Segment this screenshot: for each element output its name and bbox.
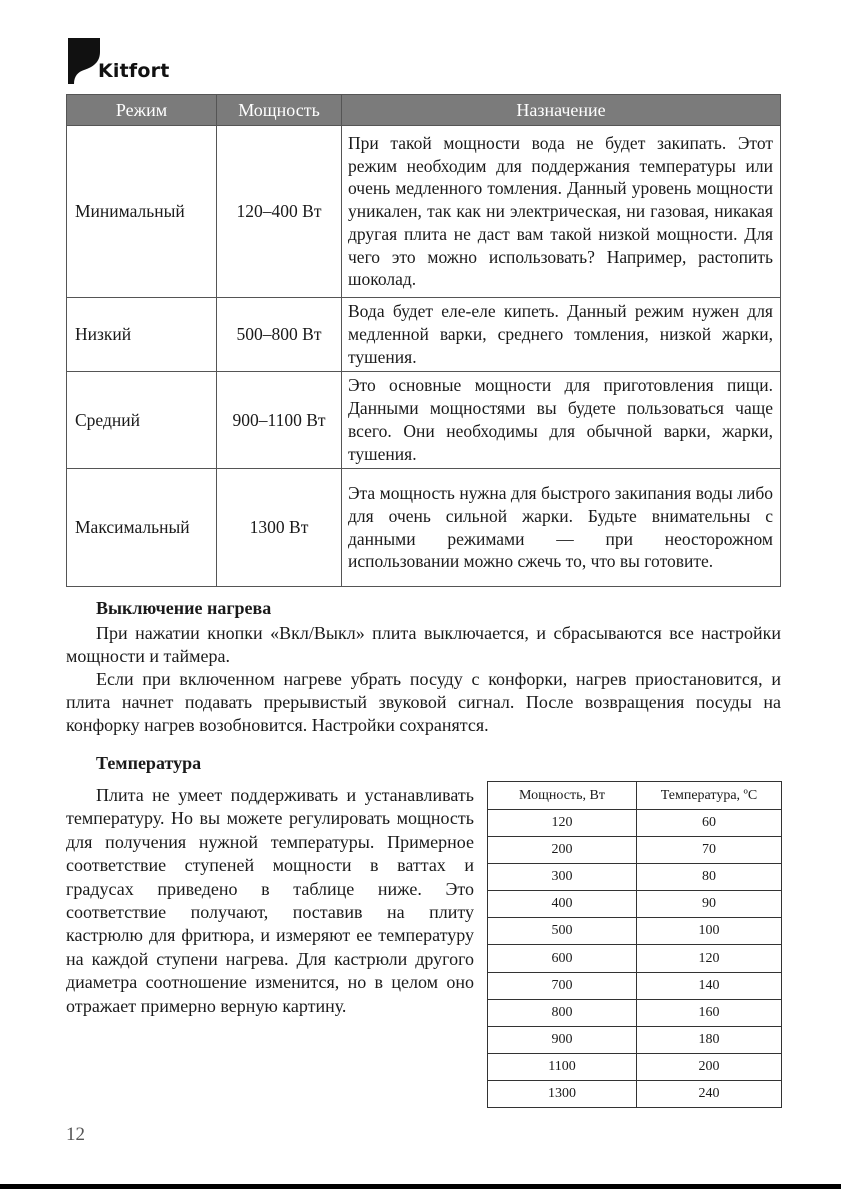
table-header-row [488, 782, 782, 810]
purpose-cell: Вода будет еле-еле кипеть. Данный режим нужен для медленной варки, среднего томления, низкой жарки, тушения. [342, 298, 781, 372]
kitfort-logo [66, 38, 170, 84]
temperature-value: 160 [637, 999, 782, 1026]
power-cell: 500–800 Вт [217, 298, 342, 372]
table-row [488, 864, 782, 891]
column-header-power: Мощность [217, 95, 342, 126]
power-temperature-table [487, 781, 782, 1108]
table-row [488, 999, 782, 1026]
power-value: 800 [488, 999, 637, 1026]
temperature-value: 120 [637, 945, 782, 972]
column-header-power-w: Мощность, Вт [488, 782, 637, 810]
bottom-border [0, 1184, 841, 1189]
table-row [488, 891, 782, 918]
page-number: 12 [66, 1124, 85, 1145]
temperature-value: 200 [637, 1053, 782, 1080]
purpose-cell: При такой мощности вода не будет закипать. Этот режим необходим для поддержания температуры или очень медленного томления. Данный уровень мощности уникален, так как ни электрическая, ни газовая, никакая другая плита не даст вам такой низкой мощности. Для чего это можно использовать? Например, растопить шоколад. [342, 126, 781, 298]
table-row [488, 972, 782, 999]
section-title-temperature: Температура [96, 753, 202, 773]
section-title-heating-off: Выключение нагрева [96, 598, 272, 618]
power-modes-table [66, 94, 781, 587]
power-value: 1100 [488, 1053, 637, 1080]
column-header-temperature: Температура, ºС [637, 782, 782, 810]
power-value: 400 [488, 891, 637, 918]
table-row [67, 469, 781, 587]
power-value: 300 [488, 864, 637, 891]
brand-name: Kitfort [98, 60, 170, 82]
table-row [488, 810, 782, 837]
temperature-value: 140 [637, 972, 782, 999]
column-header-mode: Режим [67, 95, 217, 126]
mode-cell: Низкий [67, 298, 217, 372]
temperature-value: 60 [637, 810, 782, 837]
table-row [488, 1026, 782, 1053]
power-value: 120 [488, 810, 637, 837]
power-cell: 120–400 Вт [217, 126, 342, 298]
temperature-value: 100 [637, 918, 782, 945]
temperature-value: 240 [637, 1080, 782, 1107]
table-header-row [67, 95, 781, 126]
power-value: 700 [488, 972, 637, 999]
table-row [488, 1080, 782, 1107]
mode-cell: Средний [67, 372, 217, 469]
column-header-purpose: Назначение [342, 95, 781, 126]
temperature-value: 70 [637, 837, 782, 864]
paragraph: Плита не умеет поддерживать и устанавливать температуру. Но вы можете регулировать мощность для получения нужной температуры. Примерное соответствие ступеней мощности в ваттах и градусах приведено в таблице ниже. Это соответствие получают, поставив на плиту кастрюлю для фритюра, и измеряют ее температуру на каждой ступени нагрева. Для кастрюли другого диаметра соотношение изменится, но в целом оно отражает примерно верную картину. [66, 785, 474, 1016]
purpose-cell: Эта мощность нужна для быстрого закипания воды либо для очень сильной жарки. Будьте внимательны с данными режимами — при неосторожном использовании можно сжечь то, что вы готовите. [342, 469, 781, 587]
table-row [67, 372, 781, 469]
paragraph: Если при включенном нагреве убрать посуду с конфорки, нагрев приостановится, и плита начнет подавать прерывистый звуковой сигнал. После возвращения посуды на конфорку нагрев возобновится. Настройки сохранятся. [66, 669, 781, 735]
mode-cell: Минимальный [67, 126, 217, 298]
power-value: 600 [488, 945, 637, 972]
table-row [488, 918, 782, 945]
mode-cell: Максимальный [67, 469, 217, 587]
power-value: 200 [488, 837, 637, 864]
table-row [488, 945, 782, 972]
temperature-value: 90 [637, 891, 782, 918]
power-cell: 1300 Вт [217, 469, 342, 587]
power-cell: 900–1100 Вт [217, 372, 342, 469]
table-row [67, 298, 781, 372]
purpose-cell: Это основные мощности для приготовления пищи. Данными мощностями вы будете пользоваться чаще всего. Они необходимы для обычной варки, жарки, тушения. [342, 372, 781, 469]
kitfort-logo-icon [66, 38, 102, 84]
paragraph: При нажатии кнопки «Вкл/Выкл» плита выключается, и сбрасываются все настройки мощности и таймера. [66, 623, 781, 666]
power-value: 500 [488, 918, 637, 945]
table-row [488, 1053, 782, 1080]
temperature-value: 180 [637, 1026, 782, 1053]
temperature-value: 80 [637, 864, 782, 891]
table-row [67, 126, 781, 298]
power-value: 1300 [488, 1080, 637, 1107]
table-row [488, 837, 782, 864]
power-value: 900 [488, 1026, 637, 1053]
